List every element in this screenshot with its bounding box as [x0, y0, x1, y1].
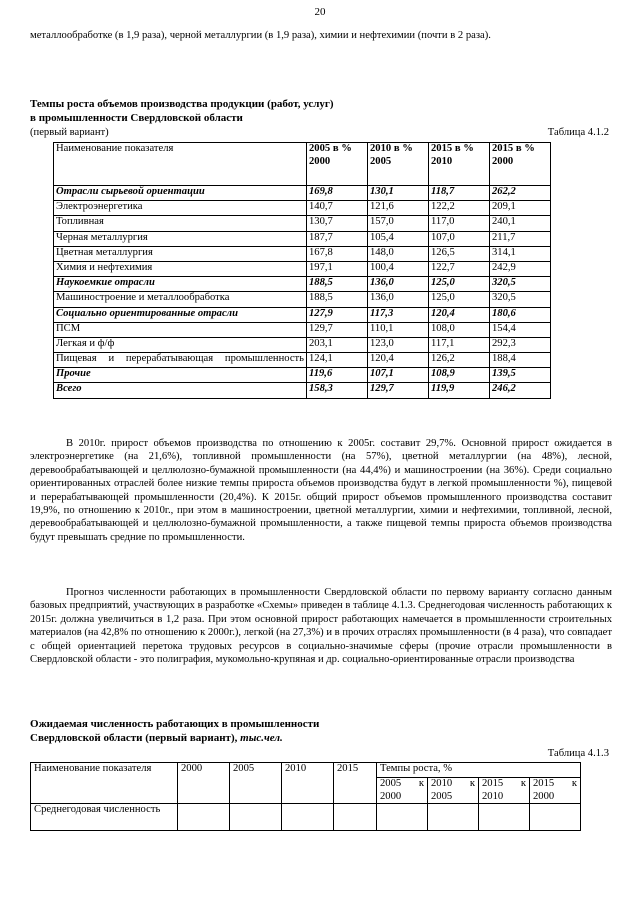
table1-header-row [54, 143, 551, 186]
page-number: 20 [314, 6, 326, 18]
table2-header-year: 2015 [334, 763, 377, 804]
table1-row-value: 240,1 [490, 216, 551, 231]
table1-row-value: 108,0 [429, 322, 490, 337]
table1-row-value: 129,7 [307, 322, 368, 337]
table1-row-value: 119,6 [307, 368, 368, 383]
table2-rate-col: 2015 к 2010 [479, 778, 530, 804]
table1-header-cell: 2010 в % 2005 [368, 143, 429, 186]
table1-row-value: 123,0 [368, 337, 429, 352]
table1-row-value: 117,3 [368, 307, 429, 322]
table1-row [54, 368, 551, 383]
table1-title [30, 98, 334, 125]
table1-row-value: 180,6 [490, 307, 551, 322]
table2-title [30, 718, 319, 745]
table1-variant: (первый вариант) [30, 127, 109, 138]
table2-header-year: 2000 [178, 763, 230, 804]
table1-row-value: 126,5 [429, 246, 490, 261]
table1-row-value: 209,1 [490, 201, 551, 216]
table1-label: Таблица 4.1.2 [547, 127, 609, 138]
table1-row-value: 107,1 [368, 368, 429, 383]
table1-row-value: 120,4 [429, 307, 490, 322]
table2-title-line2 [30, 732, 319, 746]
table1-title-line1: Темпы роста объемов производства продукции (работ, услуг) [30, 98, 334, 110]
table2-header-row [31, 763, 581, 778]
body-paragraph-2: Прогноз численности работающих в промышленности Свердловской области по первому варианту согласно данным базовых предприятий, участвующих в разработке «Схемы» приведен в таблице 4.1.3. Среднегодовая численность работающих к 2015г. должна увеличиться в 1,2 раза. При этом основной прирост работающих намечается в промышленности строительных материалов (на 42,8% по отношению к 2000г.), легкой (на 27,3%) и в прочих отраслях промышленности (в 4 раза), что совпадает с общей ориентацией перетока трудовых ресурсов в социально-значимые сферы (прочие отрасли промышленности в Свердловской области - это полиграфия, мукомольно-крупяная и др. социально-ориентированные отрасли производства [30, 587, 612, 666]
table1-row-value: 129,7 [368, 383, 429, 398]
table2-row-value [428, 804, 479, 831]
table1-row-value: 157,0 [368, 216, 429, 231]
table1-row [54, 337, 551, 352]
table1-row-value: 148,0 [368, 246, 429, 261]
table1-row-value: 121,6 [368, 201, 429, 216]
table1-row-name: Топливная [54, 216, 307, 231]
table1-header-cell: 2015 в % 2010 [429, 143, 490, 186]
table1-row-value: 158,3 [307, 383, 368, 398]
table1-row-name: Всего [54, 383, 307, 398]
table2-rate-col: 2015 к 2000 [530, 778, 581, 804]
table1-row [54, 307, 551, 322]
table1-header-cell: 2005 в % 2000 [307, 143, 368, 186]
table1-row-value: 119,9 [429, 383, 490, 398]
table1-row [54, 186, 551, 201]
table1-row [54, 292, 551, 307]
table1-row-value: 125,0 [429, 292, 490, 307]
table1-row [54, 216, 551, 231]
table1-row-name: Цветная металлургия [54, 246, 307, 261]
table1-row-value: 169,8 [307, 186, 368, 201]
table2-title-unit: тыс.чел. [240, 731, 283, 744]
table2-row-value [230, 804, 282, 831]
table1-row-value: 246,2 [490, 383, 551, 398]
table1-row-value: 100,4 [368, 261, 429, 276]
table1-row-value: 320,5 [490, 277, 551, 292]
table1-row-value: 136,0 [368, 292, 429, 307]
table1-row-name: Химия и нефтехимия [54, 261, 307, 276]
table1-row-value: 187,7 [307, 231, 368, 246]
table1 [53, 142, 551, 399]
table1-row-value: 126,2 [429, 353, 490, 368]
table1-row-value: 122,2 [429, 201, 490, 216]
table2-row-value [334, 804, 377, 831]
table1-row-value: 130,1 [368, 186, 429, 201]
table2-row-name: Среднегодовая численность [31, 804, 178, 831]
table1-header-cell: 2015 в % 2000 [490, 143, 551, 186]
table1-row-value: 107,0 [429, 231, 490, 246]
table2-body [31, 804, 581, 831]
table2-rate-col: 2010 к 2005 [428, 778, 479, 804]
table1-row-name: ПСМ [54, 322, 307, 337]
table2-row-value [178, 804, 230, 831]
table1-row-value: 320,5 [490, 292, 551, 307]
table1-row [54, 231, 551, 246]
table2-rate-col: 2005 к 2000 [377, 778, 428, 804]
table1-row [54, 277, 551, 292]
table1-row-value: 127,9 [307, 307, 368, 322]
table1-row-value: 117,0 [429, 216, 490, 231]
table2-title-bold: Свердловской области (первый вариант), [30, 731, 238, 744]
table1-row-value: 117,1 [429, 337, 490, 352]
table1-row-value: 167,8 [307, 246, 368, 261]
table1-row-name: Черная металлургия [54, 231, 307, 246]
table1-row [54, 383, 551, 398]
table1-row-value: 292,3 [490, 337, 551, 352]
table2-header-year: 2005 [230, 763, 282, 804]
table1-row-value: 130,7 [307, 216, 368, 231]
table1-row-value: 154,4 [490, 322, 551, 337]
table1-row-value: 242,9 [490, 261, 551, 276]
table2-row-value [479, 804, 530, 831]
table1-row-name: Машиностроение и металлообработка [54, 292, 307, 307]
table1-row-value: 122,7 [429, 261, 490, 276]
table1-row-value: 125,0 [429, 277, 490, 292]
table1-row [54, 246, 551, 261]
table1-row-name: Легкая и ф/ф [54, 337, 307, 352]
table1-row-value: 203,1 [307, 337, 368, 352]
table1-row-value: 211,7 [490, 231, 551, 246]
table2-title-line1: Ожидаемая численность работающих в промышленности [30, 718, 320, 730]
table1-row [54, 261, 551, 276]
table1-row-name: Пищевая и перерабатывающая промышленность [54, 353, 307, 368]
table1-row-value: 188,5 [307, 292, 368, 307]
table1-row-name: Прочие [54, 368, 307, 383]
table1-body [54, 186, 551, 399]
table1-row-name: Отрасли сырьевой ориентации [54, 186, 307, 201]
table1-row [54, 322, 551, 337]
table1-row-value: 314,1 [490, 246, 551, 261]
table1-row-value: 188,4 [490, 353, 551, 368]
table1-row-value: 139,5 [490, 368, 551, 383]
table1-row [54, 201, 551, 216]
table2-row-value [282, 804, 334, 831]
intro-paragraph: металлообработке (в 1,9 раза), черной металлургии (в 1,9 раза), химии и нефтехимии (почти в 2 раза). [30, 30, 491, 41]
table2 [30, 762, 581, 831]
table2-row-value [377, 804, 428, 831]
table2-row-value [530, 804, 581, 831]
table2-header-name: Наименование показателя [31, 763, 178, 804]
table1-row-name: Электроэнергетика [54, 201, 307, 216]
table2-header-rate: Темпы роста, % [377, 763, 581, 778]
table1-row-value: 197,1 [307, 261, 368, 276]
table1-row-value: 140,7 [307, 201, 368, 216]
table1-title-line2: в промышленности Свердловской области [30, 111, 243, 124]
body-paragraph-1: В 2010г. прирост объемов производства по отношению к 2005г. составит 29,7%. Основной прирост ожидается в электроэнергетике (на 21,6%), топливной промышленности (на 57%), цветной металлургии (на 48%), лесной, деревообрабатывающей и целлюлозно-бумажной промышленности (на 44,4%) и машиностроении (на 36%). Среди социально ориентированных отраслей более низкие темпы прироста объемов производства будут в легкой промышленности %), пищевой и перерабатывающей промышленности (20,4%). К 2015г. общий прирост объемов промышленного производства составит 19,9%, по отношению к 2010г., при этом в машиностроении, цветной металлургии, химии и нефтехимии, топливной, лесной, деревообрабатывающей и целлюлозно-бумажной промышленности, а также пищевой темпы прироста объемов производства будут превышать средние по промышленности. [30, 438, 612, 543]
table1-row-value: 105,4 [368, 231, 429, 246]
table2-label: Таблица 4.1.3 [547, 748, 609, 759]
table2-row [31, 804, 581, 831]
table2-header-year: 2010 [282, 763, 334, 804]
table1-row-value: 262,2 [490, 186, 551, 201]
table1-row-value: 136,0 [368, 277, 429, 292]
table1-row-name: Социально ориентированные отрасли [54, 307, 307, 322]
table1-row-name: Наукоемкие отрасли [54, 277, 307, 292]
table1-row-value: 188,5 [307, 277, 368, 292]
table1-row [54, 353, 551, 368]
table1-row-value: 124,1 [307, 353, 368, 368]
table1-row-value: 118,7 [429, 186, 490, 201]
table1-header-cell: Наименование показателя [54, 143, 307, 186]
table1-row-value: 108,9 [429, 368, 490, 383]
table1-row-value: 110,1 [368, 322, 429, 337]
table1-row-value: 120,4 [368, 353, 429, 368]
